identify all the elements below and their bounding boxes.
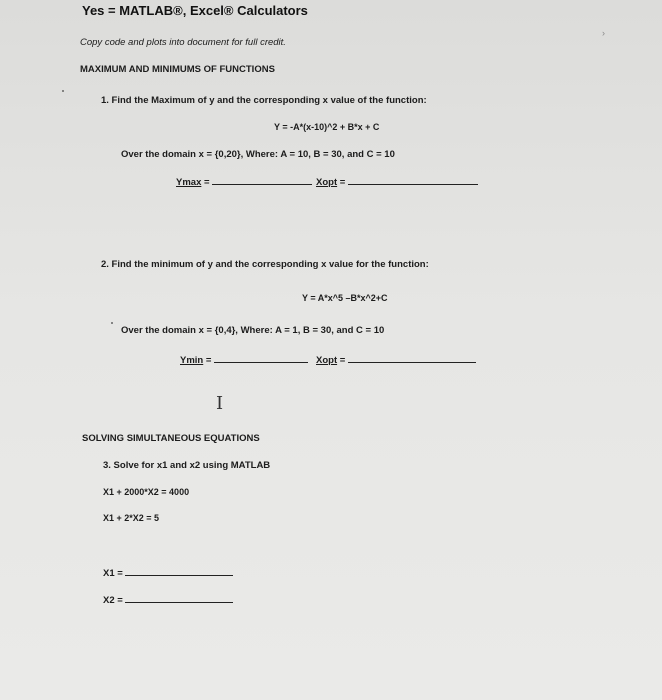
question-3-equation-1: X1 + 2000*X2 = 4000 [103, 487, 190, 497]
question-2-domain: Over the domain x = {0,4}, Where: A = 1, B = 30, and C = 10 [121, 325, 385, 336]
ymin-blank[interactable] [214, 353, 308, 363]
xopt-blank-2[interactable] [348, 353, 476, 363]
question-2-equation: Y = A*x^5 –B*x^2+C [302, 293, 388, 303]
xopt-label-2: Xopt [316, 355, 338, 366]
xopt-blank-1[interactable] [348, 175, 478, 185]
question-1-text: 1. Find the Maximum of y and the corresponding x value of the function: [101, 95, 427, 106]
question-2-xopt-row [316, 353, 476, 366]
ymax-blank[interactable] [212, 175, 312, 185]
x1-answer-row [103, 566, 233, 579]
ymax-label: Ymax [176, 177, 202, 188]
chevron-icon: › [602, 28, 605, 38]
xopt-equals-1: = [339, 177, 346, 188]
question-2-text: 2. Find the minimum of y and the corresponding x value for the function: [101, 259, 429, 270]
text-cursor-icon: I [216, 393, 224, 414]
question-2-answer-row [180, 353, 308, 366]
bullet-dot [111, 322, 113, 324]
section-heading-simultaneous: SOLVING SIMULTANEOUS EQUATIONS [82, 433, 260, 444]
question-1-domain: Over the domain x = {0,20}, Where: A = 10, B = 30, and C = 10 [121, 149, 395, 160]
ymax-equals: = [204, 177, 210, 188]
speck [62, 90, 64, 92]
x1-blank[interactable] [125, 566, 233, 576]
ymin-label: Ymin [180, 355, 204, 366]
question-1-answer-row [176, 175, 312, 188]
question-3-text: 3. Solve for x1 and x2 using MATLAB [103, 460, 271, 471]
ymin-equals: = [205, 355, 212, 366]
instruction-note: Copy code and plots into document for full credit. [80, 37, 286, 48]
x1-label: X1 = [103, 568, 123, 579]
section-heading-max-min: MAXIMUM AND MINIMUMS OF FUNCTIONS [80, 64, 275, 75]
question-1-equation: Y = -A*(x-10)^2 + B*x + C [274, 122, 380, 132]
question-1-xopt-row [316, 175, 478, 188]
page-title: Yes = MATLAB®, Excel® Calculators [82, 3, 308, 18]
xopt-equals-2: = [339, 355, 346, 366]
x2-blank[interactable] [125, 593, 233, 603]
question-3-equation-2: X1 + 2*X2 = 5 [103, 513, 160, 523]
xopt-label-1: Xopt [316, 177, 338, 188]
x2-label: X2 = [103, 595, 123, 606]
x2-answer-row [103, 593, 233, 606]
